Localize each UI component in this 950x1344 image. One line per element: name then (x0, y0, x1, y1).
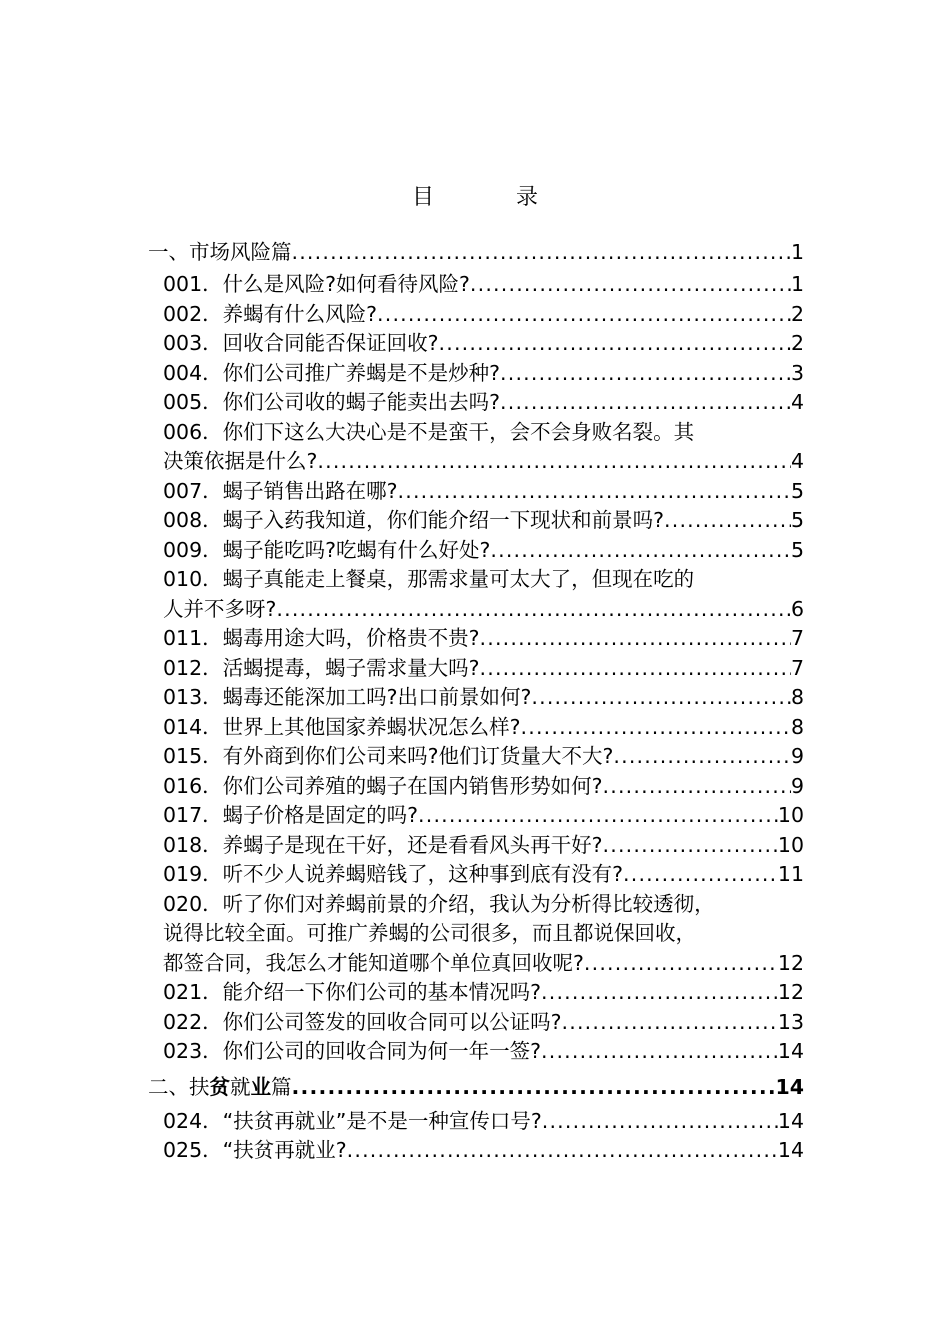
toc-leader-dots (500, 359, 791, 389)
toc-entry-row (148, 329, 804, 359)
toc-leader-dots (418, 801, 778, 831)
toc-entry-row (148, 270, 804, 300)
toc-page-number: 14 (777, 1108, 804, 1133)
toc-page-number: 7 (790, 626, 804, 650)
toc-leader-dots (603, 831, 778, 861)
toc-entry-label: 019．听不少人说养蝎赔钱了，这种事到底有没有? (163, 862, 624, 886)
toc-page-number: 1 (790, 272, 804, 296)
toc-entry-row (148, 890, 804, 920)
toc-leader-dots (398, 477, 791, 507)
toc-leader-dots (490, 536, 791, 566)
toc-page-number: 8 (790, 714, 804, 739)
toc-entry-row (148, 801, 804, 831)
toc-entry-row (148, 683, 804, 713)
toc-entry-row (148, 477, 804, 507)
toc-entry-label: 011．蝎毒用途大吗，价格贵不贵? (163, 626, 480, 650)
toc-entry-label: 021．能介绍一下你们公司的基本情况吗? (163, 980, 542, 1004)
toc-leader-dots (521, 713, 791, 743)
toc-entry-row (148, 418, 804, 448)
toc-entry-row (148, 713, 804, 743)
toc-section-label-part: 业 (250, 1074, 271, 1099)
toc-page-number: 14 (775, 1074, 804, 1099)
toc-leader-dots (480, 654, 791, 684)
toc-entry-label: 006．你们下这么大决心是不是蛮干，会不会身败名裂。其 (163, 419, 695, 444)
toc-page-number: 11 (777, 862, 804, 886)
toc-entry-label: 说得比较全面。可推广养蝎的公司很多，而且都说保回收， (163, 921, 696, 945)
toc-entry-row (148, 388, 804, 418)
toc-entry-row (148, 447, 804, 477)
toc-leader-dots (531, 683, 791, 713)
toc-entry-label: 人并不多呀? (163, 596, 277, 621)
toc-entry-row (148, 772, 804, 802)
toc-entry-row (148, 1136, 804, 1166)
toc-leader-dots (603, 772, 791, 802)
toc-page-number: 9 (790, 744, 804, 768)
toc-page-number: 13 (777, 1009, 804, 1034)
toc-page-number: 14 (777, 1138, 804, 1162)
toc-leader-dots (480, 624, 791, 654)
toc-page-number: 8 (790, 685, 804, 709)
toc-entry-label: 012．活蝎提毒，蝎子需求量大吗? (163, 655, 480, 680)
toc-section-label-part: 二、扶 (148, 1074, 210, 1099)
toc-entry-label: 018．养蝎子是现在干好，还是看看风头再干好? (163, 832, 603, 857)
toc-leader-dots (292, 1067, 776, 1107)
toc-page-number: 10 (777, 803, 804, 827)
toc-page-number: 4 (790, 390, 804, 414)
toc-entry-label: 016．你们公司养殖的蝎子在国内销售形势如何? (163, 773, 603, 798)
toc-entry-row (148, 860, 804, 890)
toc-leader-dots (541, 1037, 778, 1067)
toc-entry-label: 025．“扶贫再就业? (163, 1138, 347, 1162)
toc-entry-row (148, 565, 804, 595)
toc-entry-label: 007．蝎子销售出路在哪? (163, 478, 398, 503)
toc-leader-dots (562, 1008, 778, 1038)
toc-entry-label: 023．你们公司的回收合同为何一年一签? (163, 1039, 542, 1063)
toc-leader-dots (542, 1107, 778, 1137)
toc-entry-label: 002．养蝎有什么风险? (163, 301, 378, 326)
toc-entry-label: 024．“扶贫再就业”是不是一种宣传口号? (163, 1108, 542, 1133)
toc-entry-label: 004．你们公司推广养蝎是不是炒种? (163, 360, 501, 385)
toc-entry-row (148, 949, 804, 979)
toc-section-label-part: 就 (230, 1074, 251, 1099)
toc-section-label-part: 篇 (271, 1074, 292, 1099)
toc-leader-dots (613, 742, 791, 772)
toc-section-label: 一、市场风险篇 (148, 240, 292, 264)
toc-page-number: 2 (790, 301, 804, 326)
toc-entry-row (148, 624, 804, 654)
toc-page-number: 12 (777, 950, 804, 975)
toc-entry-row (148, 300, 804, 330)
toc-leader-dots (500, 388, 791, 418)
toc-entry-label: 015．有外商到你们公司来吗?他们订货量大不大? (163, 744, 614, 768)
toc-entry-label: 005．你们公司收的蝎子能卖出去吗? (163, 390, 501, 414)
toc-page-number: 5 (790, 537, 804, 562)
toc-entry-row (148, 1037, 804, 1067)
toc-entry-label: 008．蝎子入药我知道，你们能介绍一下现状和前景吗? (163, 508, 665, 532)
toc-entry-row (148, 978, 804, 1008)
toc-leader-dots (541, 978, 778, 1008)
toc-page-number: 6 (790, 596, 804, 621)
toc-entry-row (148, 506, 804, 536)
toc-entry-row (148, 1107, 804, 1137)
toc-page-number: 5 (790, 478, 804, 503)
toc-page-number: 1 (790, 240, 804, 264)
toc-entry-label: 020．听了你们对养蝎前景的介绍，我认为分析得比较透彻， (163, 891, 715, 916)
toc-page-number: 5 (790, 508, 804, 532)
toc-entry-label: 都签合同，我怎么才能知道哪个单位真回收呢? (163, 950, 584, 975)
toc-leader-dots (439, 329, 791, 359)
toc-page-number: 7 (790, 655, 804, 680)
toc-page-number: 10 (777, 832, 804, 857)
toc-page-number: 14 (777, 1039, 804, 1063)
toc-page-number: 9 (790, 773, 804, 798)
toc-entry-row (148, 536, 804, 566)
toc-entry-row (148, 654, 804, 684)
toc-entry-row (148, 742, 804, 772)
toc-entry-row (148, 831, 804, 861)
toc-entry-label: 010．蝎子真能走上餐桌，那需求量可太大了，但现在吃的 (163, 567, 695, 591)
toc-entry-label: 017．蝎子价格是固定的吗? (163, 803, 419, 827)
toc-entry-label: 014．世界上其他国家养蝎状况怎么样? (163, 714, 521, 739)
toc-leader-dots (470, 270, 791, 300)
toc-entry-label: 003．回收合同能否保证回收? (163, 331, 439, 355)
toc-entry-row (148, 919, 804, 949)
toc-section-row (148, 234, 804, 270)
toc-leader-dots (317, 447, 791, 477)
toc-entry-row (148, 595, 804, 625)
toc-page-number: 3 (790, 360, 804, 385)
toc-section-row (148, 1067, 804, 1107)
toc-leader-dots (377, 300, 791, 330)
table-of-contents (148, 234, 804, 1166)
toc-page-number: 12 (777, 980, 804, 1004)
toc-leader-dots (664, 506, 791, 536)
toc-leader-dots (347, 1136, 778, 1166)
toc-page-number: 4 (790, 449, 804, 473)
toc-entry-row (148, 1008, 804, 1038)
toc-page-number: 2 (790, 331, 804, 355)
toc-section-label-part: 贫 (209, 1074, 230, 1099)
toc-leader-dots (276, 595, 791, 625)
toc-leader-dots (584, 949, 778, 979)
toc-entry-row (148, 359, 804, 389)
toc-entry-label: 决策依据是什么? (163, 449, 318, 473)
toc-leader-dots (292, 234, 791, 270)
toc-entry-label: 001．什么是风险?如何看待风险? (163, 272, 470, 296)
toc-entry-label: 022．你们公司签发的回收合同可以公证吗? (163, 1009, 562, 1034)
toc-title: 目 录 (411, 185, 568, 210)
toc-section-label (148, 1067, 292, 1107)
toc-entry-label: 013．蝎毒还能深加工吗?出口前景如何? (163, 685, 532, 709)
toc-leader-dots (623, 860, 778, 890)
toc-entry-label: 009．蝎子能吃吗?吃蝎有什么好处? (163, 537, 491, 562)
